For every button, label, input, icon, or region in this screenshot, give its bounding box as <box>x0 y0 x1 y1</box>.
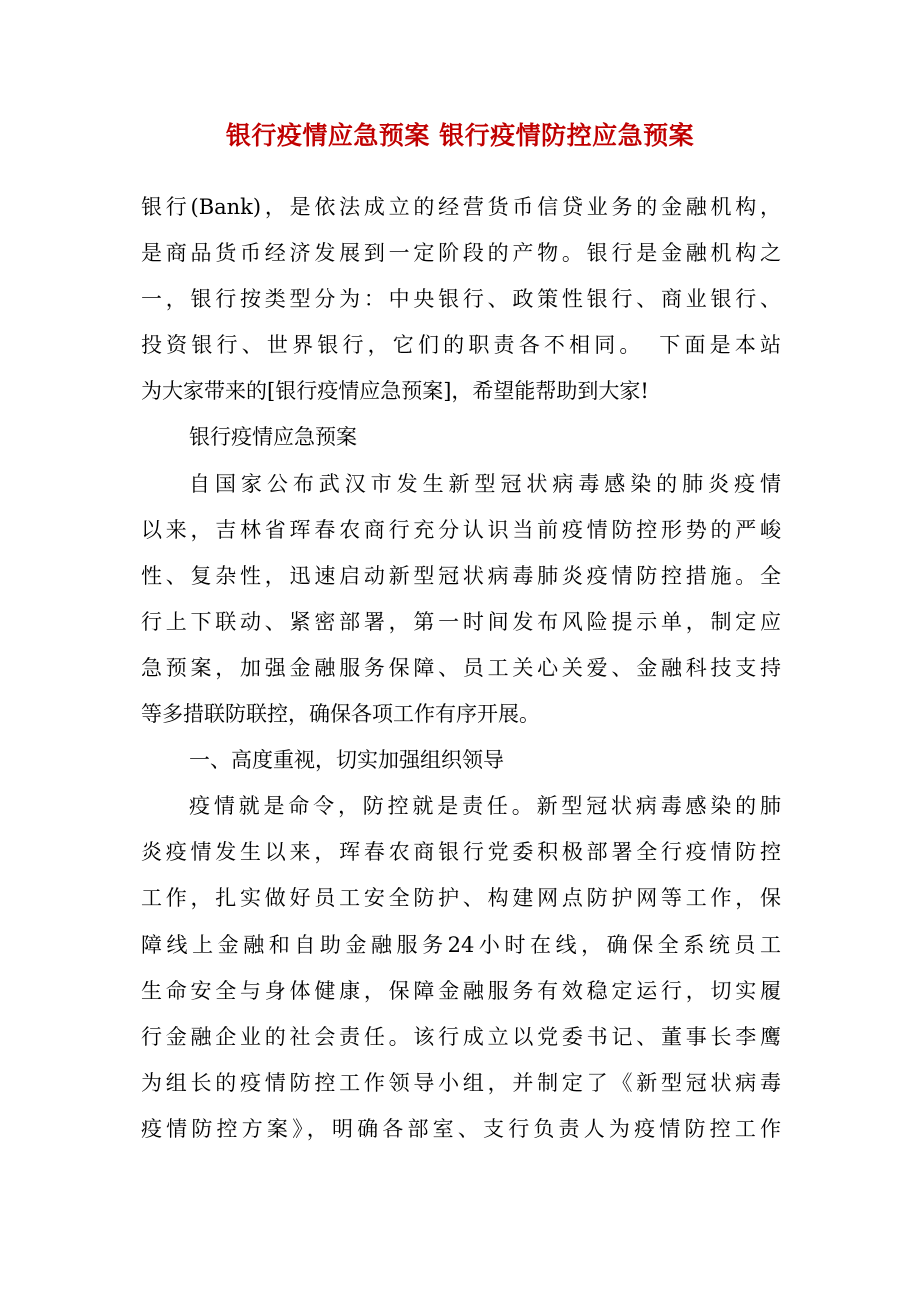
paragraph-line: 急预案，加强金融服务保障、员工关心关爱、金融科技支持 <box>141 655 781 680</box>
document-body <box>141 184 781 1152</box>
paragraph-line: 炎疫情发生以来，珲春农商银行党委积极部署全行疫情防控 <box>141 840 781 865</box>
paragraph-line: 为组长的疫情防控工作领导小组，并制定了《新型冠状病毒 <box>141 1070 781 1095</box>
paragraph-line: 行金融企业的社会责任。该行成立以党委书记、董事长李鹰 <box>141 1024 781 1049</box>
paragraph-line: 投资银行、世界银行，它们的职责各不相同。 下面是本站 <box>141 333 781 358</box>
paragraph-line: 为大家带来的[银行疫情应急预案]，希望能帮助到大家! <box>141 379 649 404</box>
paragraph-line: 以来，吉林省珲春农商行充分认识当前疫情防控形势的严峻 <box>141 517 781 542</box>
paragraph-line: 是商品货币经济发展到一定阶段的产物。银行是金融机构之 <box>141 241 781 266</box>
paragraph-line: 性、复杂性，迅速启动新型冠状病毒肺炎疫情防控措施。全 <box>141 563 781 588</box>
paragraph-line: 疫情防控方案》，明确各部室、支行负责人为疫情防控工作 <box>141 1116 781 1141</box>
paragraph-line: 疫情就是命令，防控就是责任。新型冠状病毒感染的肺 <box>189 794 781 819</box>
paragraph-line: 行上下联动、紧密部署，第一时间发布风险提示单，制定应 <box>141 609 781 634</box>
section-heading: 银行疫情应急预案 <box>189 425 357 450</box>
paragraph-line: 自国家公布武汉市发生新型冠状病毒感染的肺炎疫情 <box>189 471 781 496</box>
paragraph-line: 银行(Bank)，是依法成立的经营货币信贷业务的金融机构， <box>141 195 781 219</box>
paragraph-line: 工作，扎实做好员工安全防护、构建网点防护网等工作，保 <box>141 886 781 911</box>
paragraph-line: 障线上金融和自助金融服务24小时在线，确保全系统员工 <box>141 932 781 957</box>
paragraph-line: 等多措联防联控，确保各项工作有序开展。 <box>141 702 540 727</box>
section-heading: 一、高度重视，切实加强组织领导 <box>189 748 504 773</box>
document-title: 银行疫情应急预案 银行疫情防控应急预案 <box>225 121 695 150</box>
paragraph-line: 生命安全与身体健康，保障金融服务有效稳定运行，切实履 <box>141 978 781 1003</box>
paragraph-line: 一，银行按类型分为：中央银行、政策性银行、商业银行、 <box>141 287 781 312</box>
